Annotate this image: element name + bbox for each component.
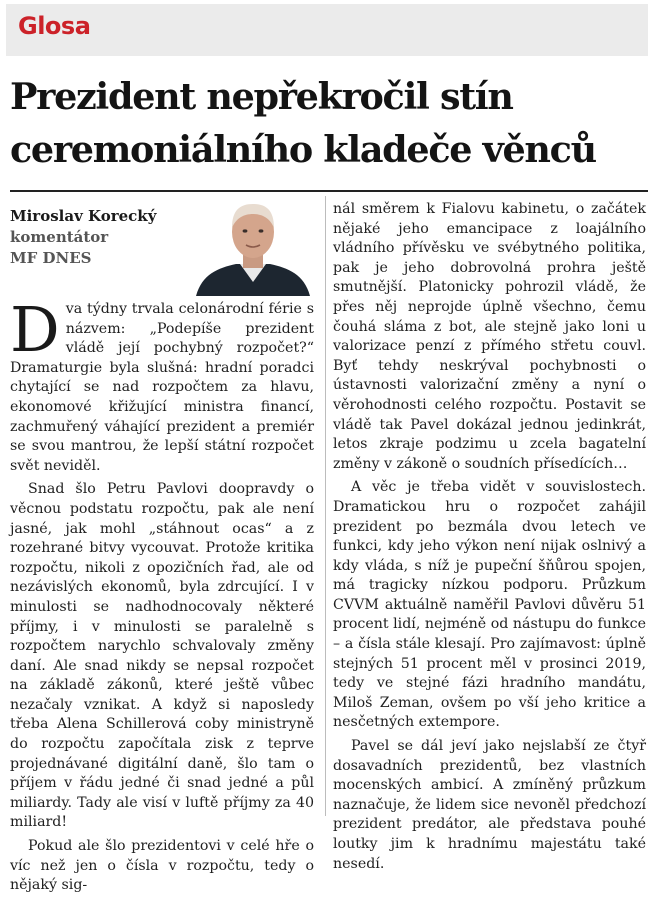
author-block [10, 206, 180, 269]
paragraph: nál směrem k Fialovu kabinetu, o začátek nějaké jeho emancipace z loajálního vládního přívěsku ve svébytného politika, pak je jeho dobrovolná prohra ještě smutnější. Platonicky pohrozil vládě, že přes něj neprojde úplně všechno, čemu čouhá sláma z bot, ale stejně jako loni u valorizace penzí z přímého střetu couvl. Byť tehdy neskrýval pochybnosti o ústavnosti valorizační změny a nyní o věrohodnosti celého rozpočtu. Postavit se vládě tak Pavel dokázal jednou jedinkrát, letos zkraje podzimu u zcela bagatelní změny v zákoně o soudních přísedících… [333, 201, 646, 472]
drop-cap: D [10, 293, 60, 366]
paragraph: A věc je třeba vidět v souvislostech. Dramatickou hru o rozpočet zahájil prezident po bezmála dvou letech ve funkci, kdy jeho výkon není nijak oslnivý a kdy vláda, s níž je pupeční šňůrou spojen, má tragicky nízkou podporu. Průzkum CVVM aktuálně naměřil Pavlovi důvěru 51 procent lidí, nejméně od nástupu do funkce – a čísla stále klesají. Pro zajímavost: úplně stejných 51 procent měl v prosinci 2019, tedy ve stejné fázi hradního mandátu, Miloš Zeman, ovšem po vší jeho kritice a nesčetných extempore. [333, 479, 646, 731]
article-column-2 [333, 200, 646, 878]
author-portrait-icon [188, 198, 318, 296]
section-header-bar [6, 4, 648, 56]
author-outlet: MF DNES [10, 249, 92, 267]
author-name: Miroslav Korecký [10, 207, 157, 225]
paragraph: Snad šlo Petru Pavlovi doopravdy o věcnou podstatu rozpočtu, pak ale není jasné, jak mohl „stáhnout ocas“ a z rozehrané bitvy vycouvat. Protože kritika rozpočtu, nikoli z opozičních řad, ale od nezávislých ekonomů, byla zdrcující. I v minulosti se nadhodnocovaly některé příjmy, i v minulosti se paralelně s rozpočtem narychlo schvalovaly změny daní. Ale snad nikdy se nepsal rozpočet na základě zákonů, které ještě vůbec nezačaly vznikat. A když si naposledy třeba Alena Schillerová coby ministryně do rozpočtu započítala zisk z teprve projednávané digitální daně, šlo tam o příjem v řádu jedné či snad jedné a půl miliardy. Tady ale visí v luftě příjmy za 40 miliard! [10, 481, 314, 831]
paragraph: Pavel se dál jeví jako nejslabší ze čtyř dosavadních prezidentů, bez vlastních mocenských ambicí. A zmíněný průzkum naznačuje, že lidem sice nevoněl předchozí prezident predátor, ale představa pouhé loutky jim k hradnímu majestátu také nesedí. [333, 738, 646, 872]
section-label: Glosa [18, 12, 91, 40]
author-role: komentátor [10, 228, 109, 246]
article-headline: Prezident nepřekročil stín ceremoniálního kladeče věnců [10, 75, 596, 171]
headline-divider [10, 190, 648, 192]
article-column-1 [10, 293, 314, 900]
paragraph: Dva týdny trvala celonárodní férie s názvem: „Podepíše prezident vládě její pochybný rozpočet?“ Dramaturgie byla slušná: hradní poradci chytající se nad rozpočtem za hlavu, ekonomové křižující ministra financí, zachmuřený váhající prezident a premiér se svou mantrou, že lepší státní rozpočet svět neviděl. [10, 293, 314, 474]
paragraph: Pokud ale šlo prezidentovi v celé hře o víc než jen o čísla v rozpočtu, tedy o nějaký sig- [10, 838, 314, 894]
column-divider [325, 196, 326, 816]
